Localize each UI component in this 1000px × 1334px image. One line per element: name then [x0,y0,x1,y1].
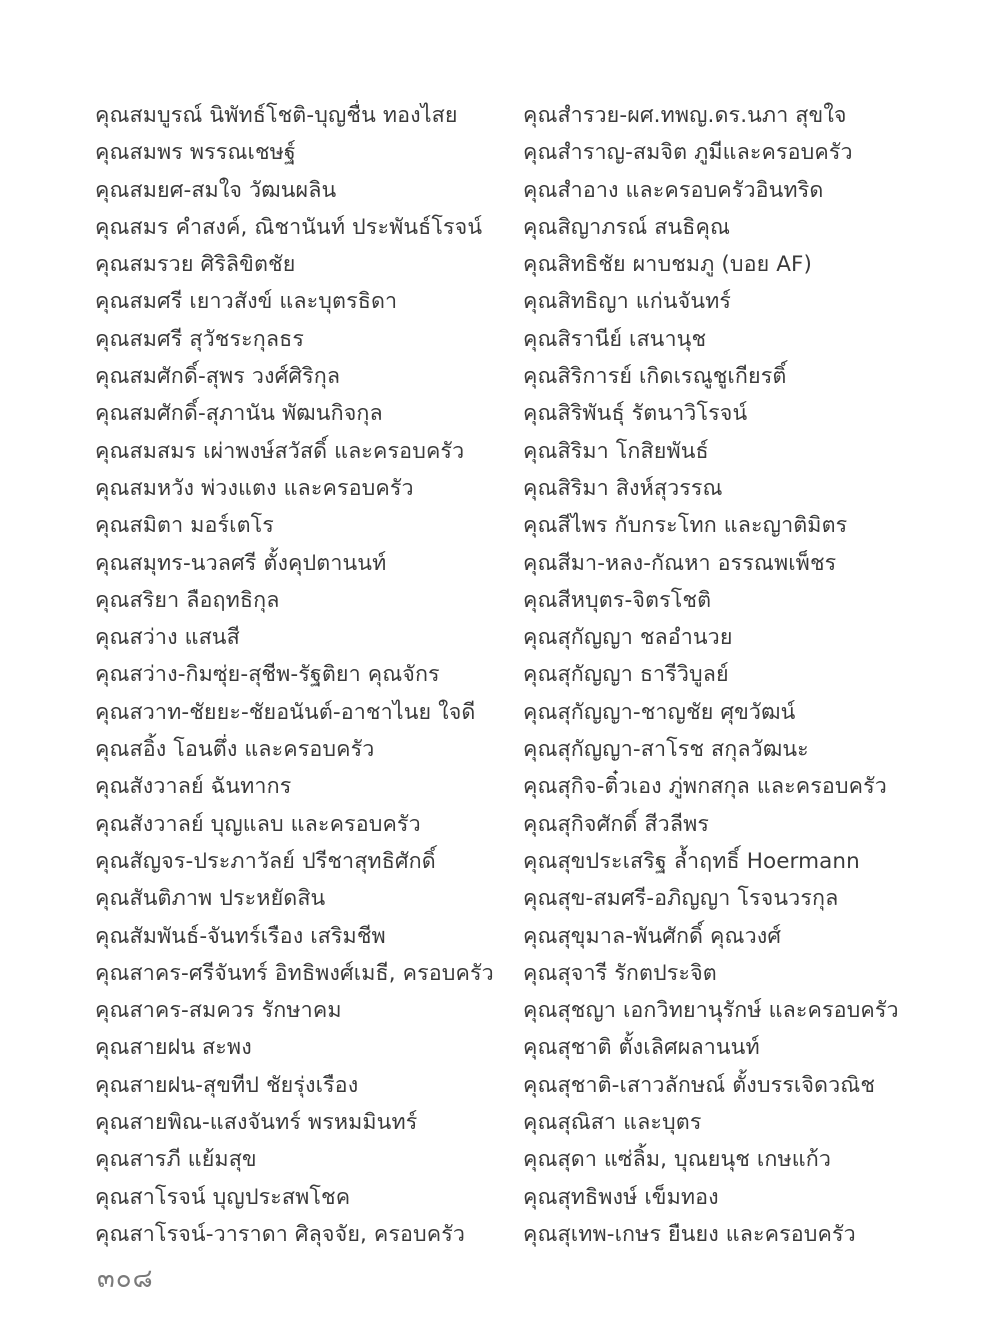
name-entry: คุณสุกิจศักดิ์ สีวลีพร [523,811,710,837]
name-entry: คุณสุขประเสริฐ ล้ำฤทธิ์ Hoermann [523,848,860,874]
name-entry: คุณสมสมร เผ่าพงษ์สวัสดิ์ และครอบครัว [95,438,465,464]
name-entry: คุณสิริการย์ เกิดเรณูชูเกียรติ์ [523,364,787,390]
name-entry: คุณสุขุมาล-พันศักดิ์ คุณวงศ์ [523,923,782,949]
name-entry: คุณสิทธิญา แก่นจันทร์ [523,289,732,315]
name-entry: คุณสำอาง และครอบครัวอินทริด [523,177,824,203]
name-entry: คุณสมหวัง พ่วงแตง และครอบครัว [95,475,414,501]
name-entry: คุณสิญาภรณ์ สนธิคุณ [523,214,731,240]
name-entry: คุณสุจารี รักตประจิต [523,960,717,986]
name-entry: คุณสิรานีย์ เสนานุช [523,326,707,352]
name-entry: คุณสุชญา เอกวิทยานุรักษ์ และครอบครัว [523,998,899,1024]
name-entry: คุณสุดา แซ่ลิ้ม, บุณยนุช เกษแก้ว [523,1147,831,1173]
name-entry: คุณสาคร-สมควร รักษาคม [95,998,342,1024]
name-entry: คุณสาโรจน์ บุญประสพโชค [95,1184,351,1210]
name-entry: คุณสว่าง-กิมซุ่ย-สุชีพ-รัฐติยา คุณจักร [95,662,440,688]
name-entry: คุณสำราญ-สมจิต ภูมีและครอบครัว [523,140,853,166]
name-entry: คุณสาคร-ศรีจันทร์ อิทธิพงศ์เมธี, ครอบครัว [95,960,494,986]
name-entry: คุณสำรวย-ผศ.ทพญ.ดร.นภา สุขใจ [523,103,847,128]
name-entry: คุณสิทธิชัย ผาบชมภู (บอย AF) [523,252,813,278]
name-entry: คุณสิริมา สิงห์สุวรรณ [523,475,723,501]
name-entry: คุณสริยา ลือฤทธิกุล [95,587,280,613]
name-entry: คุณสิริมา โกสิยพันธ์ [523,438,709,464]
name-entry: คุณสุข-สมศรี-อภิญญา โรจนวรกุล [523,886,839,912]
name-entry: คุณสุชาติ ตั้งเลิศผลานนท์ [523,1035,760,1061]
name-entry: คุณสุทธิพงษ์ เข็มทอง [523,1184,719,1210]
name-entry: คุณสว่าง แสนสี [95,625,240,651]
name-entry: คุณสมยศ-สมใจ วัฒนผลิน [95,177,337,203]
name-entry: คุณสมพร พรรณเชษฐ์ [95,140,296,166]
page-number: ๓๐๘ [97,1264,154,1294]
name-entry: คุณสมศักดิ์-สุพร วงศ์ศิริกุล [95,364,341,390]
name-entry: คุณสุชาติ-เสาวลักษณ์ ตั้งบรรเจิดวณิช [523,1072,876,1098]
name-entry: คุณสวาท-ชัยยะ-ชัยอนันต์-อาชาไนย ใจดี [95,699,476,725]
name-entry: คุณสีมา-หลง-กัณหา อรรณพเพ็ชร [523,550,837,576]
name-entry: คุณสุกัญญา ชลอำนวย [523,625,733,651]
name-entry: คุณสายพิณ-แสงจันทร์ พรหมมินทร์ [95,1110,418,1136]
name-entry: คุณสุกัญญา-สาโรช สกุลวัฒนะ [523,737,809,763]
name-entry: คุณสอิ้ง โอนตึ่ง และครอบครัว [95,737,375,763]
name-entry: คุณสมบูรณ์ นิพัทธ์โชติ-บุญชื่น ทองไสย [95,103,458,128]
name-entry: คุณสังวาลย์ บุญแลบ และครอบครัว [95,811,421,837]
name-entry: คุณสายฝน-สุขทีป ชัยรุ่งเรือง [95,1072,359,1098]
name-list-right-column [523,97,963,1253]
name-entry: คุณสมร คำสงค์, ณิชานันท์ ประพันธ์โรจน์ [95,214,483,240]
name-list-left-column [95,97,515,1253]
name-entry: คุณสุกิจ-ติ๋วเอง ภู่พกสกุล และครอบครัว [523,774,887,800]
name-entry: คุณสายฝน สะพง [95,1035,252,1061]
name-entry: คุณสุเทพ-เกษร ยืนยง และครอบครัว [523,1221,856,1247]
name-entry: คุณสมศรี เยาวสังข์ และบุตรธิดา [95,289,398,315]
name-entry: คุณสมศักดิ์-สุภานัน พัฒนกิจกุล [95,401,383,427]
name-entry: คุณสีไพร กับกระโทก และญาติมิตร [523,513,848,539]
name-entry: คุณสิริพันธุ์ รัตนาวิโรจน์ [523,401,748,427]
name-entry: คุณสมุทร-นวลศรี ตั้งคุปตานนท์ [95,550,387,576]
name-entry: คุณสันติภาพ ประหยัดสิน [95,886,326,912]
name-entry: คุณสมรวย ศิริลิขิตชัย [95,252,296,278]
name-entry: คุณสาโรจน์-วาราดา ศิลุจจัย, ครอบครัว [95,1221,466,1247]
name-entry: คุณสังวาลย์ ฉันทากร [95,774,292,800]
name-entry: คุณสัญจร-ประภาวัลย์ ปรีชาสุทธิศักดิ์ [95,848,436,874]
name-entry: คุณสีหบุตร-จิตรโชติ [523,587,712,613]
name-entry: คุณสารภี แย้มสุข [95,1147,257,1173]
name-entry: คุณสมิตา มอร์เตโร [95,513,274,539]
name-entry: คุณสัมพันธ์-จันทร์เรือง เสริมชีพ [95,923,386,949]
name-entry: คุณสมศรี สุวัชระกุลธร [95,326,304,352]
name-entry: คุณสุณิสา และบุตร [523,1110,702,1136]
name-entry: คุณสุกัญญา ธารีวิบูลย์ [523,662,729,688]
name-entry: คุณสุกัญญา-ชาญชัย ศุขวัฒน์ [523,699,796,725]
